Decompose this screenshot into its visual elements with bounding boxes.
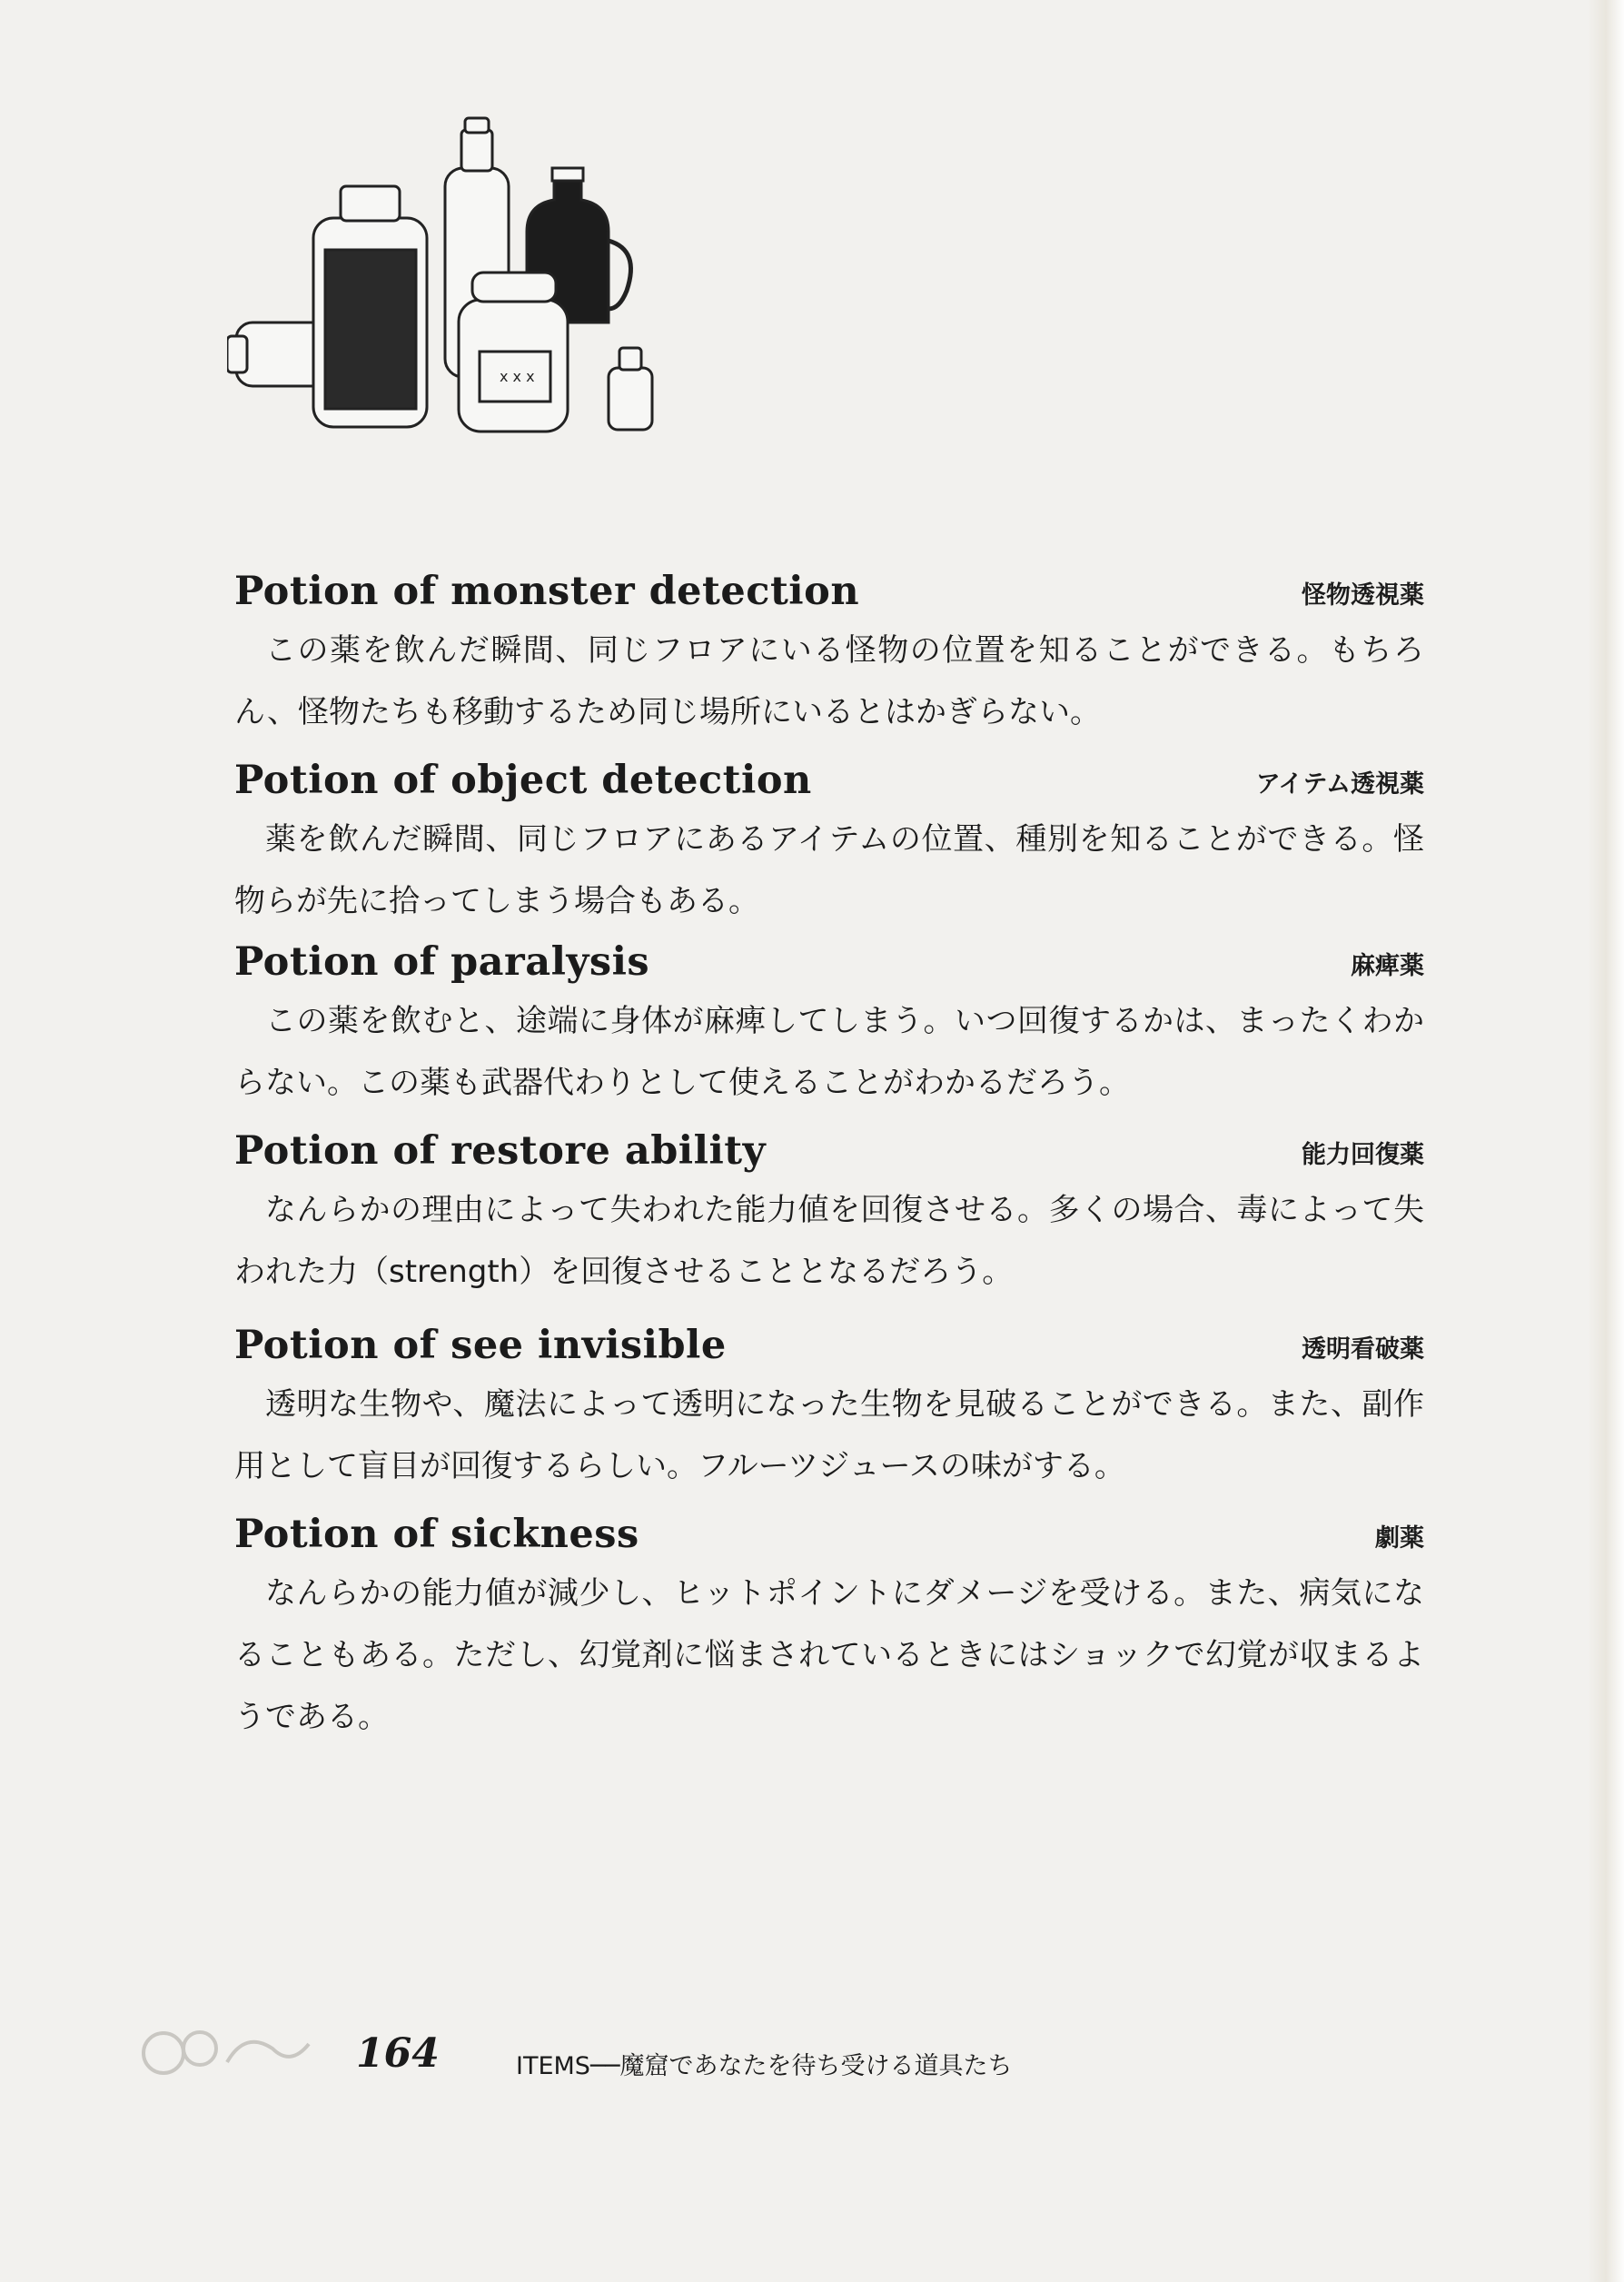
running-title: ITEMS──魔窟であなたを待ち受ける道具たち: [516, 2052, 1013, 2080]
page-number: 164: [356, 2030, 440, 2077]
svg-text:x x x: x x x: [500, 368, 535, 385]
entry-japanese-name: 怪物透視薬: [1302, 581, 1424, 610]
entry-japanese-name: 麻痺薬: [1351, 952, 1424, 980]
entry-header: [234, 554, 1424, 620]
entry-header: [234, 1308, 1424, 1374]
entry-header: [234, 1114, 1424, 1179]
entry-description: この薬を飲むと、途端に身体が麻痺してしまう。いつ回復するかは、まったくわからない。この薬も武器代わりとして使えることがわかるだろう。: [234, 1003, 1424, 1101]
entry-restore-ability: [234, 1114, 1424, 1303]
page-edge: [1588, 0, 1624, 2282]
entry-title: Potion of paralysis: [234, 939, 650, 985]
entry-japanese-name: アイテム透視薬: [1255, 770, 1424, 799]
entry-paralysis: [234, 925, 1424, 1114]
entry-japanese-name: 劇薬: [1375, 1524, 1424, 1553]
entry-description: 透明な生物や、魔法によって透明になった生物を見破ることができる。また、副作用として盲目が回復するらしい。フルーツジュースの味がする。: [234, 1386, 1424, 1484]
decorative-logo-icon: [136, 2012, 318, 2085]
entry-title: Potion of monster detection: [234, 569, 860, 614]
entry-description: この薬を飲んだ瞬間、同じフロアにいる怪物の位置を知ることができる。もちろん、怪物たちも移動するため同じ場所にいるとはかぎらない。: [234, 632, 1424, 730]
entry-object-detection: [234, 743, 1424, 932]
entry-header: [234, 925, 1424, 990]
entry-japanese-name: 能力回復薬: [1302, 1141, 1424, 1169]
entry-title: Potion of object detection: [234, 758, 812, 803]
entry-title: Potion of see invisible: [234, 1323, 727, 1368]
entry-sickness: [234, 1497, 1424, 1748]
entry-header: [234, 1497, 1424, 1563]
entry-title: Potion of sickness: [234, 1512, 639, 1557]
entry-description: なんらかの能力値が減少し、ヒットポイントにダメージを受ける。また、病気になることもある。ただし、幻覚剤に悩まされているときにはショックで幻覚が収まるようである。: [234, 1575, 1424, 1735]
entry-monster-detection: [234, 554, 1424, 743]
entry-title: Potion of restore ability: [234, 1128, 767, 1174]
entry-description: 薬を飲んだ瞬間、同じフロアにあるアイテムの位置、種別を知ることができる。怪物らが先に拾ってしまう場合もある。: [234, 821, 1424, 919]
entry-see-invisible: [234, 1308, 1424, 1497]
potion-bottles-illustration: [227, 114, 681, 450]
entry-japanese-name: 透明看破薬: [1302, 1335, 1424, 1364]
entry-header: [234, 743, 1424, 809]
entry-description: なんらかの理由によって失われた能力値を回復させる。多くの場合、毒によって失われた力（strength）を回復させることとなるだろう。: [234, 1192, 1424, 1290]
